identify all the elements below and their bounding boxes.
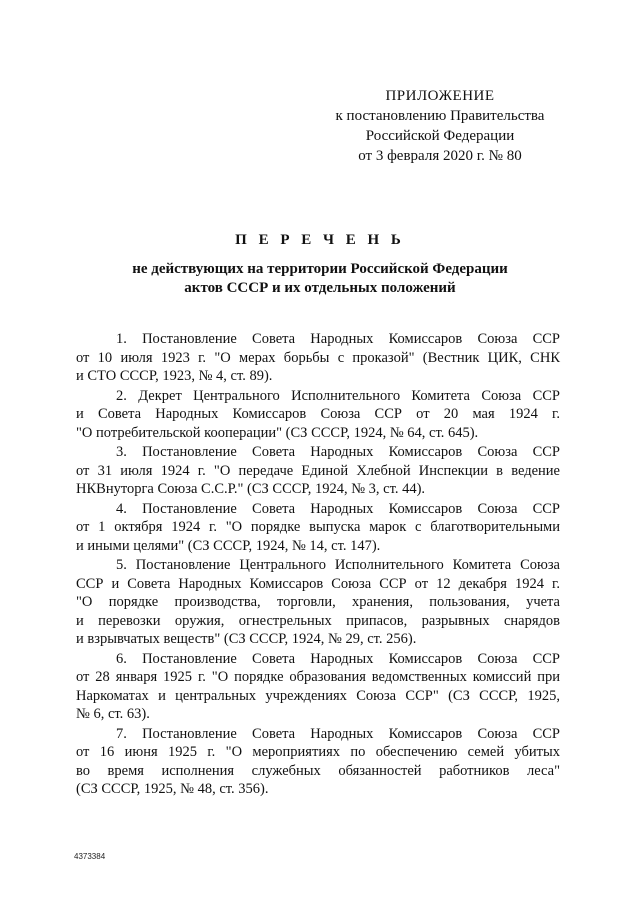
list-item-line: и СТО СССР, 1923, № 4, ст. 89). (76, 368, 273, 384)
appendix-line-2: Российской Федерации (365, 128, 515, 144)
list-item-line: и перевозки оружия, огнестрельных припасов, разрывных снарядов (76, 612, 560, 629)
list-item-line: от 1 октября 1924 г. "О порядке выпуска марок с благотворительными (76, 519, 560, 535)
list-item-line: от 16 июня 1925 г. "О мероприятиях по обеспечению семей убитых (76, 744, 560, 760)
list-item-line: 3. Постановление Совета Народных Комиссаров Союза ССР (116, 444, 560, 460)
list-item (76, 650, 560, 724)
appendix-header (330, 86, 550, 166)
list-item-line: 2. Декрет Центрального Исполнительного Комитета Союза ССР (116, 387, 560, 404)
list-item (76, 725, 560, 799)
list-item (76, 443, 560, 499)
list-item-line: 5. Постановление Центрального Исполнительного Комитета Союза (116, 557, 560, 573)
list-item-line: ССР и Совета Народных Комиссаров Союза ССР от 12 декабря 1924 г. (76, 575, 560, 592)
document-subtitle-line-1: не действующих на территории Российской Федерации (132, 261, 508, 277)
list-item-line: от 10 июля 1923 г. "О мерах борьбы с проказой" (Вестник ЦИК, СНК (76, 349, 560, 366)
document-subtitle-line-2: актов СССР и их отдельных положений (184, 280, 456, 296)
appendix-title: ПРИЛОЖЕНИЕ (385, 88, 495, 104)
list-item-line: от 31 июля 1924 г. "О передаче Единой Хлебной Инспекции в ведение (76, 462, 560, 479)
list-item-line: 6. Постановление Совета Народных Комиссаров Союза ССР (116, 650, 560, 667)
list-item-line: во время исполнения служебных обязанностей работников леса" (76, 762, 560, 779)
list-item-line: 1. Постановление Совета Народных Комиссаров Союза ССР (116, 331, 560, 347)
appendix-line-1: к постановлению Правительства (335, 108, 545, 124)
list-item-line: Наркоматах и центральных учреждениях Союза ССР" (СЗ СССР, 1925, (76, 687, 560, 704)
list-item-line: № 6, ст. 63). (76, 706, 150, 722)
document-subtitle (0, 260, 640, 298)
list-item (76, 387, 560, 443)
document-title: П Е Р Е Ч Е Н Ь (235, 232, 405, 248)
list-item-line: "О порядке производства, торговли, хранения, пользования, учета (76, 594, 560, 610)
acts-list (76, 330, 560, 800)
list-item (76, 500, 560, 556)
list-item (76, 556, 560, 649)
list-item-line: "О потребительской кооперации" (СЗ СССР, 1924, № 64, ст. 645). (76, 424, 479, 441)
list-item-line: и иными целями" (СЗ СССР, 1924, № 14, ст. 147). (76, 537, 381, 554)
list-item-line: и взрывчатых веществ" (СЗ СССР, 1924, № 29, ст. 256). (76, 631, 417, 647)
list-item (76, 330, 560, 386)
list-item-line: 7. Постановление Совета Народных Комиссаров Союза ССР (116, 725, 560, 742)
list-item-line: (СЗ СССР, 1925, № 48, ст. 356). (76, 781, 269, 797)
list-item-line: НКВнуторга Союза С.С.Р." (СЗ СССР, 1924, № 3, ст. 44). (76, 481, 426, 497)
document-number: 4373384 (74, 852, 106, 861)
appendix-line-3: от 3 февраля 2020 г. № 80 (358, 148, 522, 164)
list-item-line: и Совета Народных Комиссаров Союза ССР от 20 мая 1924 г. (76, 406, 560, 422)
list-item-line: 4. Постановление Совета Народных Комиссаров Союза ССР (116, 500, 560, 517)
list-item-line: от 28 января 1925 г. "О порядке образования ведомственных комиссий при (76, 669, 560, 685)
